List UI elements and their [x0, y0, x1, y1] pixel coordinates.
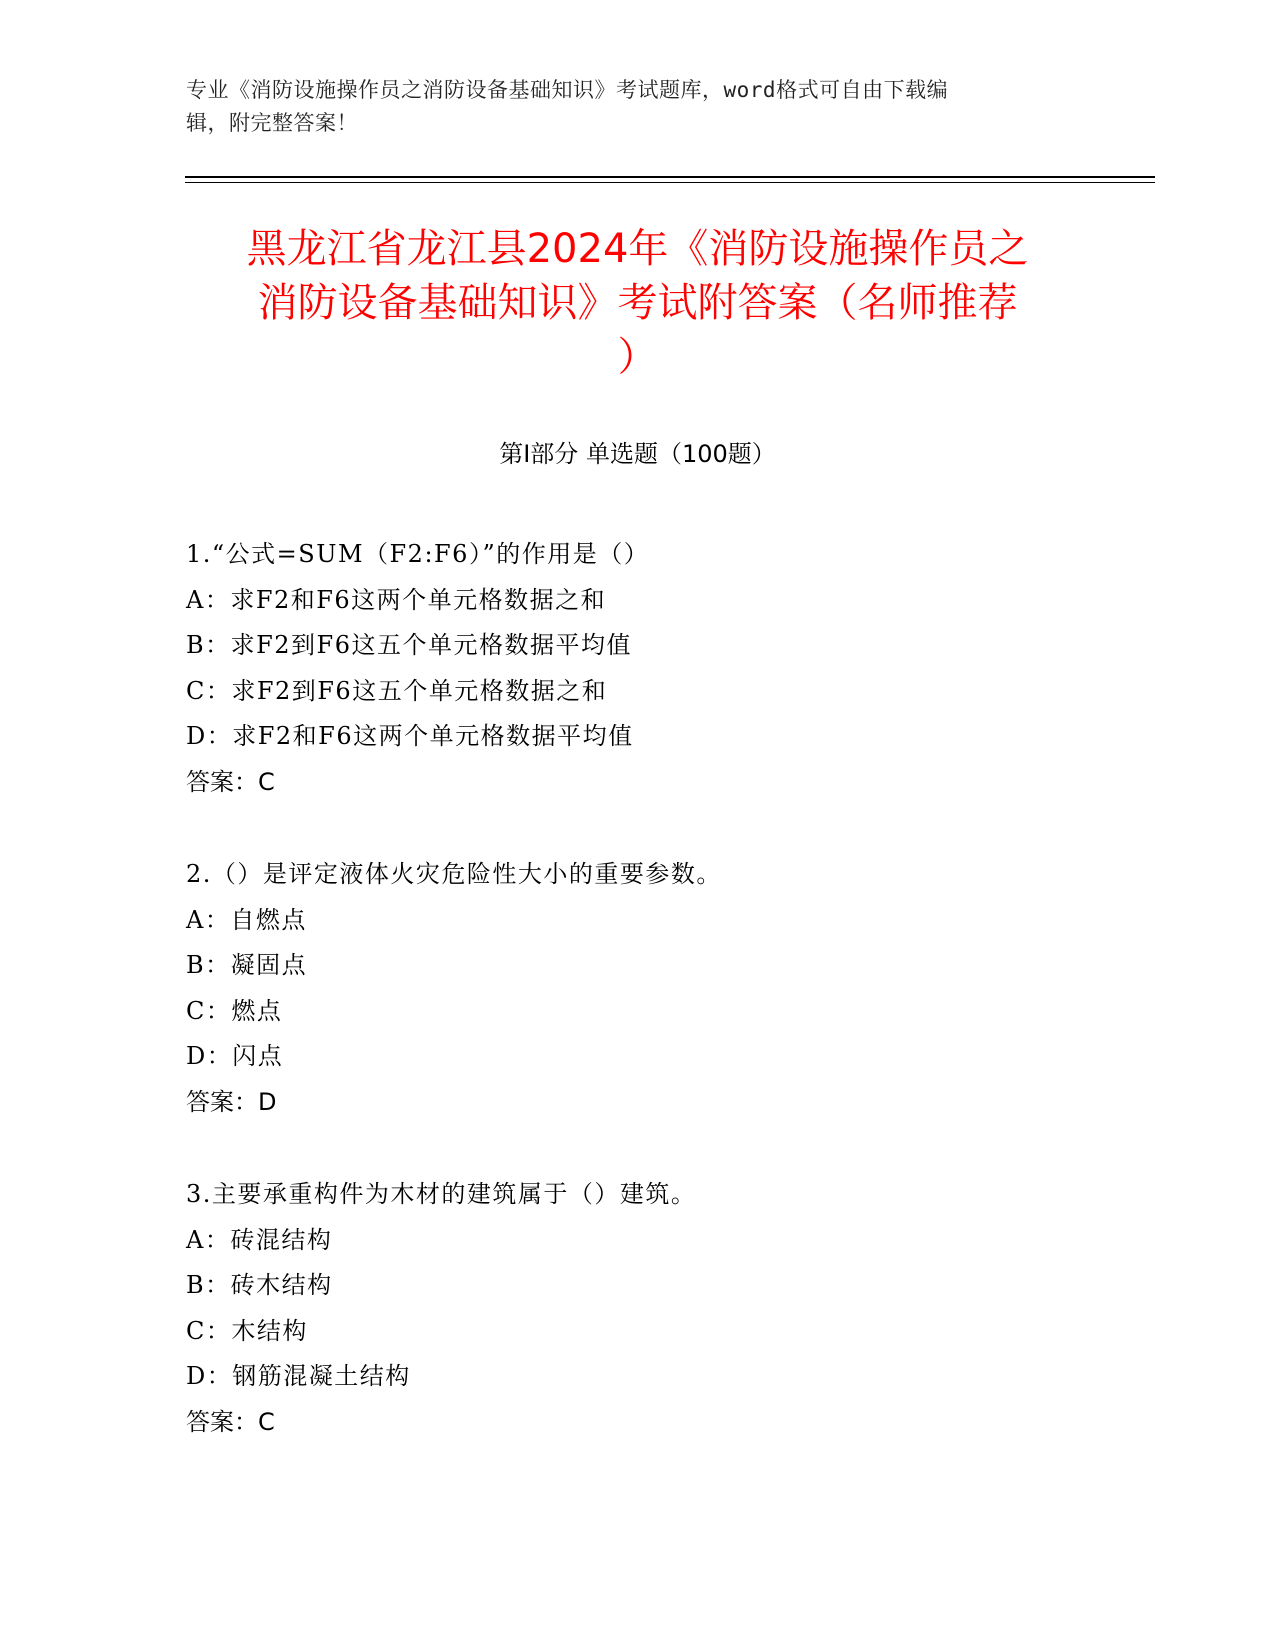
question-stem: 2.（）是评定液体火灾危险性大小的重要参数。: [186, 860, 722, 888]
option-a: A：砖混结构: [186, 1225, 333, 1254]
question-stem: 3.主要承重构件为木材的建筑属于（）建筑。: [186, 1180, 697, 1208]
option-c: C：燃点: [186, 996, 283, 1025]
option-c: C：求F2到F6这五个单元格数据之和: [186, 676, 608, 705]
question-3: [186, 1172, 1086, 1445]
option-c: C：木结构: [186, 1316, 308, 1345]
header-divider-thick: [185, 176, 1155, 178]
header-note-line-2: 辑，附完整答案！: [186, 111, 358, 135]
document-title: [185, 222, 1090, 384]
header-note: [186, 74, 1066, 140]
header-divider-thin: [185, 182, 1155, 183]
option-d: D：求F2和F6这两个单元格数据平均值: [186, 722, 634, 750]
document-title-line-2: 消防设备基础知识》考试附答案（名师推荐: [257, 280, 1018, 326]
question-1: [186, 532, 1086, 805]
option-d: D：闪点: [186, 1042, 284, 1070]
option-a: A：求F2和F6这两个单元格数据之和: [186, 585, 607, 614]
option-b: B：凝固点: [186, 951, 308, 979]
option-a: A：自燃点: [186, 905, 307, 934]
section-heading: 第I部分 单选题（100题）: [499, 440, 776, 468]
document-title-line-3: ）: [617, 334, 658, 380]
answer-line: 答案：D: [186, 1087, 277, 1116]
question-2: [186, 852, 1086, 1125]
option-b: B：砖木结构: [186, 1271, 333, 1299]
option-b: B：求F2到F6这五个单元格数据平均值: [186, 631, 632, 659]
document-title-line-1: 黑龙江省龙江县2024年《消防设施操作员之: [246, 226, 1029, 272]
answer-line: 答案：C: [186, 1407, 275, 1436]
header-note-line-1: 专业《消防设施操作员之消防设备基础知识》考试题库，word格式可自由下载编: [186, 78, 949, 102]
option-d: D：钢筋混凝土结构: [186, 1362, 411, 1390]
question-stem: 1.“公式=SUM（F2:F6）”的作用是（）: [186, 540, 650, 568]
answer-line: 答案：C: [186, 767, 275, 796]
